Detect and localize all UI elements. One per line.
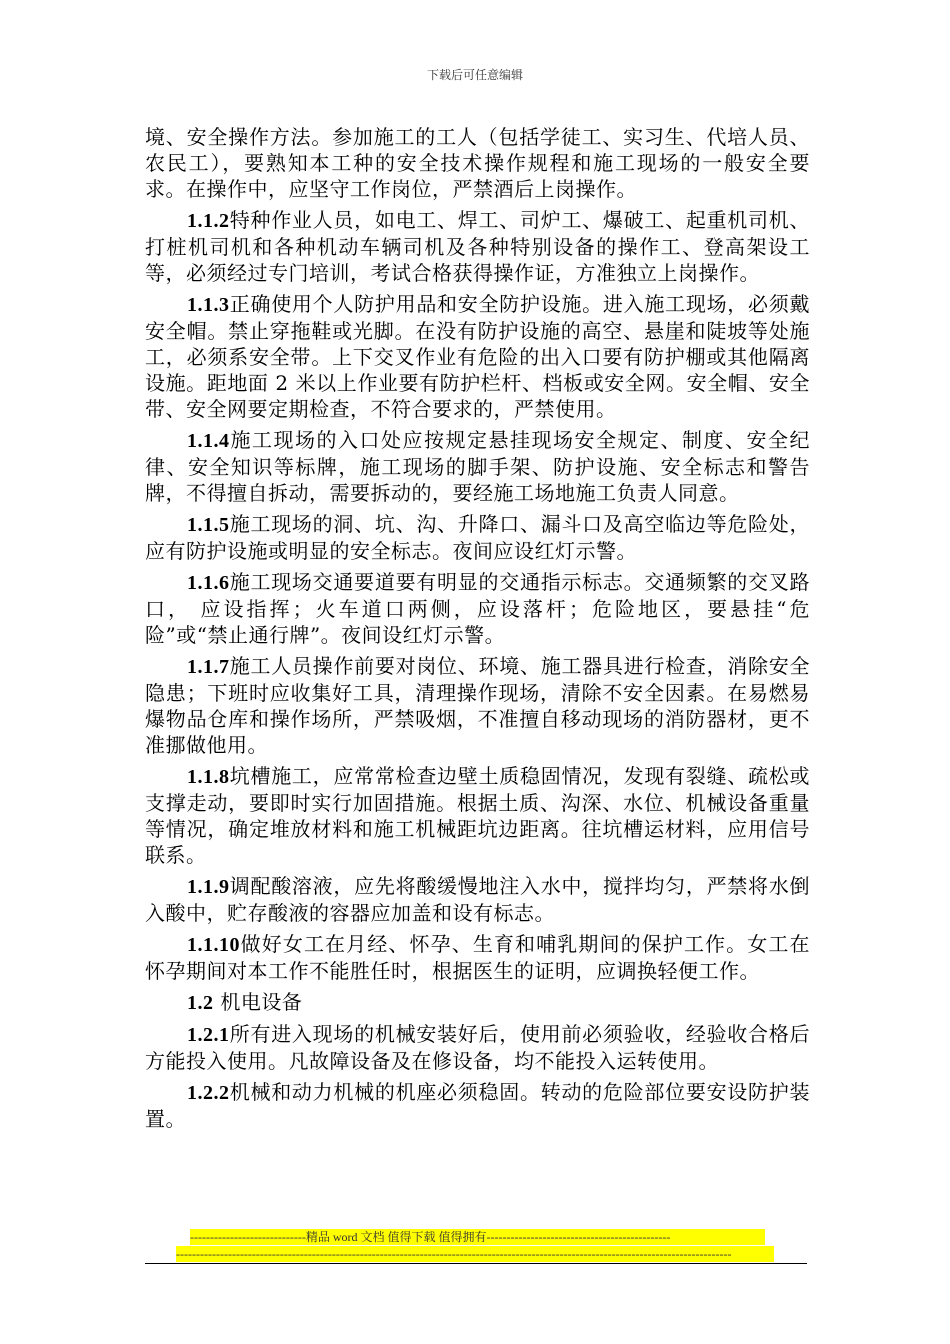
paragraph-text: 所有进入现场的机械安装好后，使用前必须验收，经验收合格后方能投入使用。凡故障设备及在修设备，均不能投入运转使用。	[145, 1022, 810, 1073]
document-body	[145, 124, 810, 1137]
clause-number: 1.1.6	[187, 572, 230, 594]
paragraph-text: 正确使用个人防护用品和安全防护设施。进入施工现场，必须戴安全帽。禁止穿拖鞋或光脚。在没有防护设施的高空、悬崖和陡坡等处施工，必须系安全带。上下交叉作业有危险的出入口要有防护棚或其他隔离设施。距地面 2 米以上作业要有防护栏杆、档板或安全网。安全帽、安全带、安全网要定期检查，不符合要求的，严禁使用。	[145, 292, 810, 421]
clause-number: 1.1.3	[187, 294, 230, 316]
paragraph-text: 施工现场的洞、坑、沟、升降口、漏斗口及高空临边等危险处，应有防护设施或明显的安全标志。夜间应设红灯示警。	[145, 512, 810, 563]
paragraph-1-1-2	[145, 207, 810, 286]
section-title: 机电设备	[213, 990, 303, 1014]
clause-number: 1.1.4	[187, 430, 230, 452]
paragraph-text: 坑槽施工，应常常检查边壁土质稳固情况，发现有裂缝、疏松或支撑走动，要即时实行加固措施。根据土质、沟深、水位、机械设备重量等情况，确定堆放材料和施工机械距坑边距离。往坑槽运材料，应用信号联系。	[145, 764, 810, 867]
paragraph-1-2-1	[145, 1021, 810, 1074]
clause-number: 1.1.9	[187, 876, 230, 898]
clause-number: 1.1.10	[187, 934, 240, 956]
paragraph-1-1-9	[145, 873, 810, 926]
section-heading-1-2	[145, 989, 810, 1016]
section-number: 1.2	[187, 992, 214, 1014]
paragraph-text: 施工人员操作前要对岗位、环境、施工器具进行检查，消除安全隐患；下班时应收集好工具，清理操作现场，清除不安全因素。在易燃易爆物品仓库和操作场所，严禁吸烟，不准擅自移动现场的消防器材，更不准挪做他用。	[145, 654, 810, 757]
paragraph-1-1-6	[145, 569, 810, 648]
paragraph-1-1-10	[145, 931, 810, 984]
paragraph-text: 调配酸溶液，应先将酸缓慢地注入水中，搅拌均匀，严禁将水倒入酸中，贮存酸液的容器应加盖和设有标志。	[145, 874, 810, 925]
clause-number: 1.1.7	[187, 656, 230, 678]
clause-number: 1.1.8	[187, 766, 230, 788]
paragraph-continued	[145, 124, 810, 202]
paragraph-1-1-8	[145, 763, 810, 868]
footer-divider	[145, 1263, 807, 1264]
clause-number: 1.1.2	[187, 210, 230, 232]
paragraph-text: 机械和动力机械的机座必须稳固。转动的危险部位要安设防护装置。	[145, 1080, 810, 1131]
paragraph-text: 境、安全操作方法。参加施工的工人（包括学徒工、实习生、代培人员、农民工），要熟知本工种的安全技术操作规程和施工现场的一般安全要求。在操作中，应坚守工作岗位，严禁酒后上岗操作。	[145, 125, 810, 201]
footer-banner: -----------------------------精品 word 文档 值得下载 值得拥有----------------------------------------------	[190, 1229, 765, 1245]
footer-dash-line: -------------------------------------------------------------------------------------------------------------------------------------------	[176, 1246, 774, 1262]
clause-number: 1.1.5	[187, 514, 230, 536]
paragraph-1-1-4	[145, 427, 810, 506]
paragraph-text: 施工现场的入口处应按规定悬挂现场安全规定、制度、安全纪律、安全知识等标牌，施工现场的脚手架、防护设施、安全标志和警告牌，不得擅自拆动，需要拆动的，要经施工场地施工负责人同意。	[145, 428, 810, 505]
paragraph-1-1-7	[145, 653, 810, 758]
paragraph-1-1-3	[145, 291, 810, 422]
paragraph-text: 做好女工在月经、怀孕、生育和哺乳期间的保护工作。女工在怀孕期间对本工作不能胜任时，根据医生的证明，应调换轻便工作。	[145, 932, 810, 983]
page-header: 下载后可任意编辑	[426, 68, 523, 82]
paragraph-1-1-5	[145, 511, 810, 564]
paragraph-text: 施工现场交通要道要有明显的交通指示标志。交通频繁的交叉路口， 应设指挥；火车道口两侧，应设落杆；危险地区，要悬挂“危险”或“禁止通行牌”。夜间设红灯示警。	[145, 570, 810, 647]
paragraph-text: 特种作业人员，如电工、焊工、司炉工、爆破工、起重机司机、打桩机司机和各种机动车辆司机及各种特别设备的操作工、登高架设工等，必须经过专门培训，考试合格获得操作证，方准独立上岗操作。	[145, 208, 810, 285]
clause-number: 1.2.2	[187, 1082, 230, 1104]
clause-number: 1.2.1	[187, 1024, 230, 1046]
paragraph-1-2-2	[145, 1079, 810, 1132]
